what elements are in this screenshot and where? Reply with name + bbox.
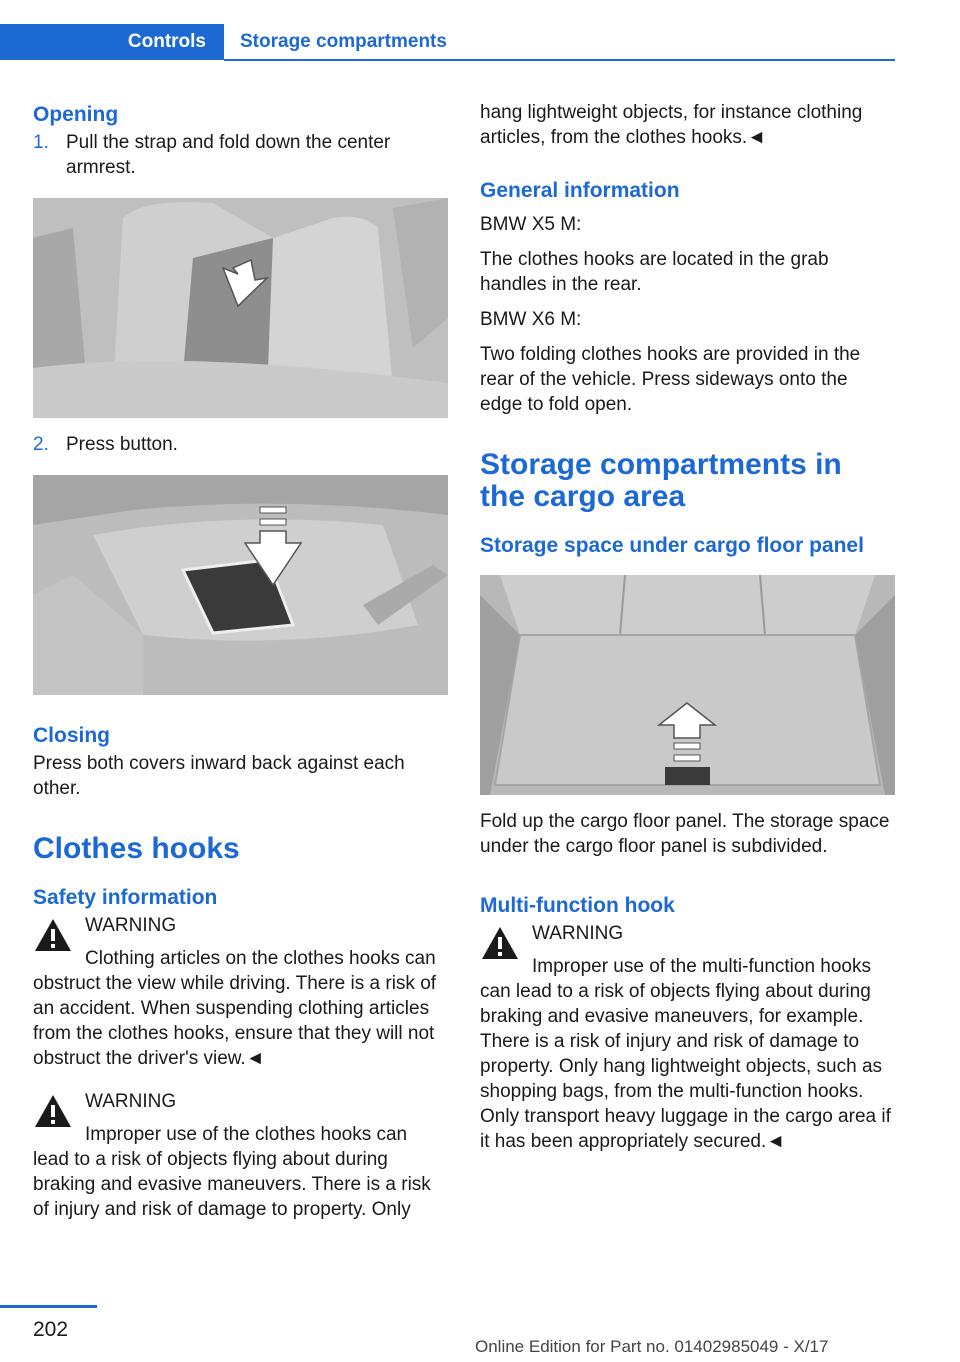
step-1 [33,130,448,180]
under-floor-text: Fold up the cargo floor panel. The storage space under the cargo floor panel is subdivided. [480,811,890,857]
figure-cargo-floor [480,575,895,795]
warning-title: WARNING [85,915,177,936]
warning-block [480,921,895,1154]
footer-rule [0,1305,97,1308]
warning-triangle-icon [480,925,520,961]
page-header [0,24,895,62]
warning-text: Clothing articles on the clothes hooks can obstruct the view while driving. There is a risk of an accident. When suspending clothing articles from the clothes hooks, ensure that they will not obstruct the driver's view.◄ [33,948,437,1069]
closing-text: Press both covers inward back against each other. [33,753,405,799]
multi-hook-heading: Multi-function hook [480,894,675,917]
section-tab: Controls [0,24,224,60]
continued-text: hang lightweight objects, for instance clothing articles, from the clothes hooks.◄ [480,102,863,148]
safety-heading: Safety information [33,886,218,909]
x5-label: BMW X5 M: [480,214,582,235]
warning-triangle-icon [33,917,73,953]
right-column [480,100,895,1154]
step-number: 1. [33,132,49,153]
opening-heading: Opening [33,103,119,126]
x5-text: The clothes hooks are located in the grab handles in the rear. [480,249,829,295]
step-text: Pull the strap and fold down the center armrest. [66,132,391,178]
warning-text: Improper use of the multi-function hooks can lead to a risk of objects flying about during braking and evasive maneuvers, for example. There is a risk of injury and risk of damage to property. Only hang lightweight objects, such as shopping bags, from the multi-function hooks. Only transport heavy luggage in the cargo area if it has been appropriately secured.◄ [480,956,891,1152]
edition-note: Online Edition for Part no. 01402985049 - X/17 [475,1337,829,1356]
step-text: Press button. [66,434,178,455]
left-column [33,100,448,1222]
step-number: 2. [33,434,49,455]
warning-title: WARNING [85,1091,177,1112]
header-rule [224,59,895,61]
warning-block [33,1089,448,1222]
under-floor-heading: Storage space under cargo floor panel [480,534,864,557]
x6-label: BMW X6 M: [480,309,582,330]
warning-title: WARNING [532,923,624,944]
step-2 [33,432,448,457]
clothes-hooks-heading: Clothes hooks [33,832,240,865]
warning-triangle-icon [33,1093,73,1129]
warning-text: Improper use of the clothes hooks can lead to a risk of objects flying about during braking and evasive maneuvers. There is a risk of injury and risk of damage to property. Only [33,1124,431,1220]
figure-armrest-button [33,475,448,695]
closing-heading: Closing [33,724,110,747]
figure-armrest-fold [33,198,448,418]
breadcrumb: Storage compartments [240,31,447,52]
cargo-heading: Storage compartments in the cargo area [480,448,842,513]
page-number: 202 [33,1318,69,1341]
general-heading: General information [480,179,680,202]
x6-text: Two folding clothes hooks are provided in the rear of the vehicle. Press sideways onto the edge to fold open. [480,344,861,415]
warning-block [33,913,448,1071]
